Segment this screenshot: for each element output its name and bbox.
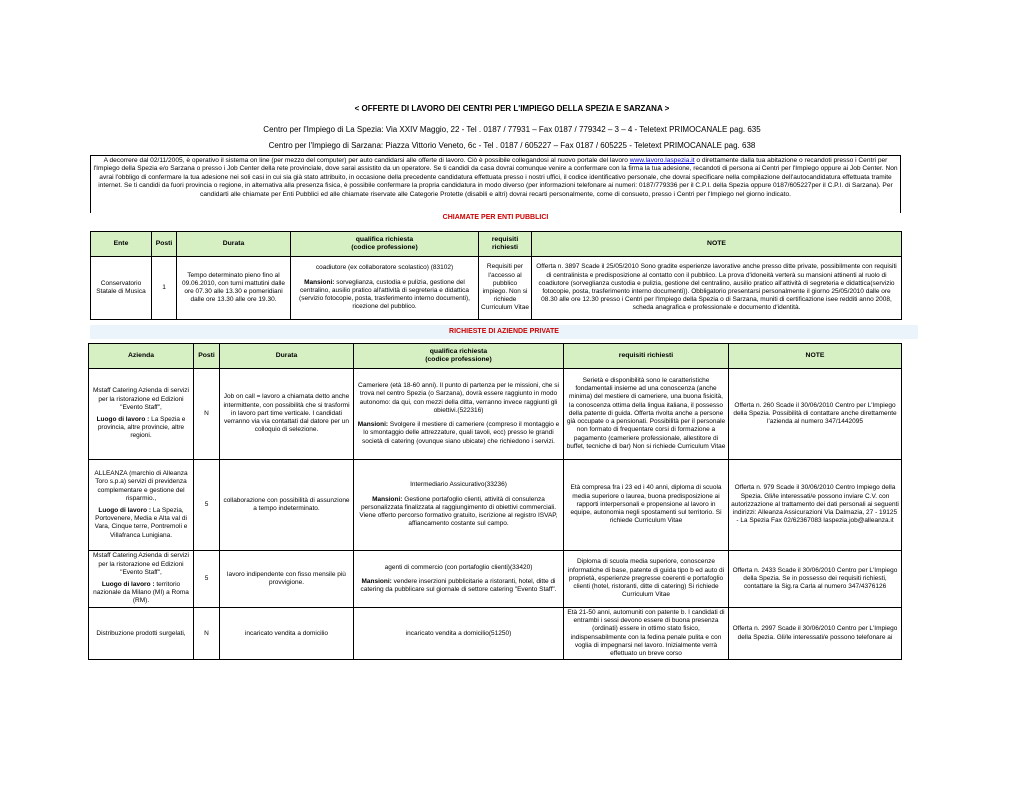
col-note: NOTE: [729, 344, 902, 369]
cell-azienda: [89, 369, 194, 460]
cell-azienda: [89, 460, 194, 551]
page-bottom-margin: [0, 680, 1024, 791]
luogo-text: La Spezia e provincia, altre provincie, altre regioni.: [97, 416, 186, 440]
cell-posti: 1: [152, 257, 177, 320]
cell-requisiti: Serietà e disponibilità sono le caratteristiche fondamentali insieme ad una conoscenza (anche minima) del mestiere di cameriere, una buona fisicità, la conoscenza ottima della lingua italiana, il possesso della patente di guida. Offerta rivolta anche a persone già occupate o a pensionati. Possibilità per il personale non formato di frequentare corsi di formazione a pagamento (cameriere professionale, allestitore di buffet, tecniche di bar) Non si richiede Curriculum Vitae: [564, 369, 729, 460]
mansioni-block: [356, 578, 561, 594]
cell-note: Offerta n. 2433 Scade il 30/06/2010 Centro per L'Impiego della Spezia. Se in possesso dei requisiti richiesti, contattare la Sig.ra Carla al numero 347/4376126: [729, 551, 902, 608]
cell-durata: Job on call = lavoro a chiamata detto anche intermittente, con possibilità che si trasformi in lavoro part time verticale. I candidati verranno via via contattati dal datore per un colloquio di selezione.: [220, 369, 354, 460]
table-row: [89, 551, 902, 608]
col-posti: Posti: [194, 344, 220, 369]
col-qualifica: qualifica richiesta (codice professione): [291, 232, 479, 257]
mansioni-text: sorveglianza, custodia e pulizia, gestione del centralino, ausilio pratico all'attività di segreteria e didattica (servizio fotocopie, posta, trasferimento interno documenti), ricezione del pubblico.: [299, 278, 470, 311]
qualifica-title: coadiutore (ex collaboratore scolastico) (83102): [315, 264, 454, 272]
cell-note: Offerta n. 979 Scade il 30/06/2010 Centro Impiego della Spezia. Gli/le interessati/e possono inviare C.V. con autorizzazione al trattamento dei dati personali ai seguenti indirizzi: Alleanza Assicurazioni Via Dalmazia, 27 - 19125 - La Spezia Fax 02/62367083 laspezia.job@alleanza.it: [729, 460, 902, 551]
azienda-name: Mstaff Catering Azienda di servizi per la ristorazione ed Edizioni "Evento Staff",: [93, 552, 189, 576]
mansioni-block: [356, 496, 561, 529]
cell-posti: N: [194, 369, 220, 460]
cell-ente: Conservatorio Statale di Musica: [91, 257, 152, 320]
cell-requisiti: Diploma di scuola media superiore, conoscenze informatiche di base, patente di guida tipo b ed auto di proprietà, esperienze pregresse coerenti e portafoglio clienti (hotel, ristoranti, ditte di catering) Si richiede Curriculum Vitae: [564, 551, 729, 608]
notice-text-after: o direttamente dalla tua abitazione o recandoti presso i Centri per l'Impiego della Spezia e/o Sarzana o presso i Job Center della rete provinciale, dove sarai assistito da un operatore. Se ti candidi da casa dovrai comunque venire a confermare con la firma la tua adesione, recandoti di persona ai Centri per l'Impiego oppure ai Job Center. Non avrai l'obbligo di confermare la tua adesione nei soli casi in cui sia già stato attribuito, in occasione della precedente candidatura effettuata presso i nostri uffici, il codice identificativo personale, che dovrai specificare nella compilazione dell'autocandidatura effettuata tramite internet. Se ti candidi da fuori provincia o regione, in alternativa alla presenza fisica, è possibile confermare la propria candidatura in modo diverso (per informazioni telefonare ai numeri: 0187/779336 per il C.P.I. della Spezia oppure 0187/605227per il C.P.I. di Sarzana). Per candidarti alle chiamate per Enti Pubblici ed alle chiamate riservate alle Categorie Protette (disabili e altri) dovrai recarti personalmente, come di consueto, presso i Centri per l'Impiego nel giorno indicato.: [93, 157, 898, 198]
table-row: [91, 257, 902, 320]
cell-note: Offerta n. 260 Scade il 30/06/2010 Centro per L'Impiego della Spezia. Possibilità di contattare anche direttamente l'azienda al numero 347/1442095: [729, 369, 902, 460]
cell-azienda: [89, 608, 194, 660]
qualifica-title: agenti di commercio (con portafoglio clienti)(33420): [384, 563, 533, 571]
col-requisiti: requisiti richiesti: [564, 344, 729, 369]
cell-qualifica: [354, 551, 564, 608]
cell-durata: incaricato vendita a domicilio: [220, 608, 354, 660]
cell-azienda: [89, 551, 194, 608]
col-requisiti: requisiti richiesti: [479, 232, 532, 257]
portal-link[interactable]: www.lavoro.laspezia.it: [629, 157, 695, 164]
cell-requisiti: Requisiti per l'accesso al pubblico impiego. Non si richiede Curriculum Vitae: [479, 257, 532, 320]
mansioni-block: [293, 279, 476, 312]
mansioni-block: [356, 421, 561, 446]
cell-qualifica: [291, 257, 479, 320]
luogo-block: [91, 507, 191, 540]
luogo-label: Luogo di lavoro :: [101, 581, 155, 588]
public-section-heading: CHIAMATE PER ENTI PUBBLICI: [442, 214, 549, 221]
col-durata: Durata: [220, 344, 354, 369]
luogo-label: Luogo di lavoro :: [98, 507, 152, 514]
cell-requisiti: Età 21-50 anni, automuniti con patente b. I candidati di entrambi i sessi devono essere di buona presenza (ordinati) essere in ottimo stato fisico, indispensabilmente con la fedina penale pulita e con voglia di impegnarsi nel lavoro. Inizialmente verrà effettuato un breve corso: [564, 608, 729, 660]
cell-requisiti: Età compresa fra i 23 ed i 40 anni, diploma di scuola media superiore o laurea, buona predisposizione ai rapporti interpersonali e propensione al lavoro in equipe, autonomia negli spostamenti sul territorio. Si richiede Curriculum Vitae: [564, 460, 729, 551]
cell-note: Offerta n. 2997 Scade il 30/06/2010 Centro per L'Impiego della Spezia. Gli/le interessati/e possono telefonare ai: [729, 608, 902, 660]
cell-posti: N: [194, 608, 220, 660]
col-ente: Ente: [91, 232, 152, 257]
cell-note: Offerta n. 3897 Scade il 25/05/2010 Sono gradite esperienze lavorative anche presso ditte private, possibilmente con requisiti di centralinista e predisposizione al contatto con il pubblico. La prova d'idoneità verterà su mansioni attinenti al ruolo di coadiutore (sorveglianza custodia e pulizia, gestione del centralino, ausilio pratico all'attività di segreteria e didattica(servizio fotocopie, posta, trasferimento interno documenti)). Obbligatorio presentarsi personalmente il giorno 25/05/2010 dalle ore 08.30 alle ore 12.30 presso i Centri per l'Impiego della Spezia o di Sarzana, muniti di certificazione isee redditi anno 2008, scheda anagrafica e professionale e documento d'identità.: [532, 257, 902, 320]
office-sarzana: Centro per l'Impiego di Sarzana: Piazza Vittorio Veneto, 6c - Tel . 0187 / 605227 – Fax 0187 / 605225 - Teletext PRIMOCANALE pag. 638: [268, 141, 756, 150]
azienda-name: Distribuzione prodotti surgelati,: [96, 630, 186, 637]
col-durata: Durata: [177, 232, 291, 257]
mansioni-label: Mansioni:: [372, 495, 403, 503]
public-offers-table: [90, 231, 902, 320]
cell-posti: 5: [194, 460, 220, 551]
col-posti: Posti: [152, 232, 177, 257]
table-row: [89, 608, 902, 660]
qualifica-title: Intermediario Assicurativo(33236): [410, 481, 507, 489]
office-laspezia: Centro per l'Impiego di La Spezia: Via XXIV Maggio, 22 - Tel . 0187 / 77931 – Fax 0187 / 779342 – 3 – 4 - Teletext PRIMOCANALE pag. 635: [263, 125, 761, 134]
mansioni-text: Svolgere il mestiere di cameriere (compreso il montaggio e lo smontaggio delle attrezzature, quali tavoli, ecc) presso le grandi società di catering (ovunque siano ubicate) che richiedono i servizi.: [362, 421, 560, 445]
mansioni-label: Mansioni:: [304, 278, 335, 286]
private-offers-table: [88, 343, 902, 660]
col-azienda: Azienda: [89, 344, 194, 369]
col-note: NOTE: [532, 232, 902, 257]
luogo-text: territorio nazionale da Milano (MI) a Roma (RM).: [93, 581, 189, 605]
col-qualifica: qualifica richiesta (codice professione): [354, 344, 564, 369]
mansioni-label: Mansioni:: [361, 577, 392, 585]
cell-qualifica: [354, 369, 564, 460]
luogo-block: [91, 581, 191, 606]
azienda-name: ALLEANZA (marchio di Alleanza Toro s.p.a) servizi di previdenza complementare e gestione del risparmio.,: [94, 470, 188, 502]
page-title: < OFFERTE DI LAVORO DEI CENTRI PER L'IMPIEGO DELLA SPEZIA E SARZANA >: [354, 104, 670, 113]
mansioni-text: Gestione portafoglio clienti, attività di consulenza personalizzata finalizzata al raggiungimento di obiettivi commerciali. Viene offerto percorso formativo gratuito, iscrizione al registro ISVAP, affiancamento costante sul campo.: [359, 495, 558, 528]
cell-qualifica: [354, 460, 564, 551]
private-section-heading: RICHIESTE DI AZIENDE PRIVATE: [90, 325, 918, 339]
notice-text-before: A decorrere dal 02/11/2005, è operativo il sistema on line (per mezzo del computer) per auto candidarsi alle offerte di lavoro. Ciò è possibile collegandosi al nuovo portale del lavoro: [103, 157, 630, 164]
notice-box: [90, 155, 901, 213]
luogo-label: Luogo di lavoro :: [96, 416, 150, 423]
luogo-block: [91, 416, 191, 441]
mansioni-text: vendere inserzioni pubblicitarie a ristoranti, hotel, ditte di catering da pubblicare sul giornale di settore catering "Evento Staff".: [360, 577, 557, 594]
qualifica-title: Cameriere (età 18-60 anni). Il punto di partenza per le missioni, che si trova nel centro Spezia (o Sarzana), dovrà essere raggiunto in modo autonomo: da qui, con mezzi della ditta, verranno invece raggiunti gli obiettivi.(522316): [358, 382, 559, 414]
cell-durata: lavoro indipendente con fisso mensile più provvigione.: [220, 551, 354, 608]
cell-qualifica: incaricato vendita a domicilio(51250): [354, 608, 564, 660]
cell-posti: 5: [194, 551, 220, 608]
table-row: [89, 460, 902, 551]
cell-durata: collaborazione con possibilità di assunzione a tempo indeterminato.: [220, 460, 354, 551]
azienda-name: Mstaff Catering Azienda di servizi per la ristorazione ed Edizioni "Evento Staff",: [93, 387, 189, 411]
luogo-text: La Spezia, Portovenere, Media e Alta val di Vara, Cinque terre, Pontremoli e Villafranca Lunigiana.: [94, 507, 188, 539]
mansioni-label: Mansioni:: [357, 421, 389, 429]
cell-durata: Tempo determinato pieno fino al 09.06.2010, con turni mattutini dalle ore 07.30 alle 13.30 e pomeridiani dalle ore 13.30 alle ore 19.30.: [177, 257, 291, 320]
table-row: [89, 369, 902, 460]
